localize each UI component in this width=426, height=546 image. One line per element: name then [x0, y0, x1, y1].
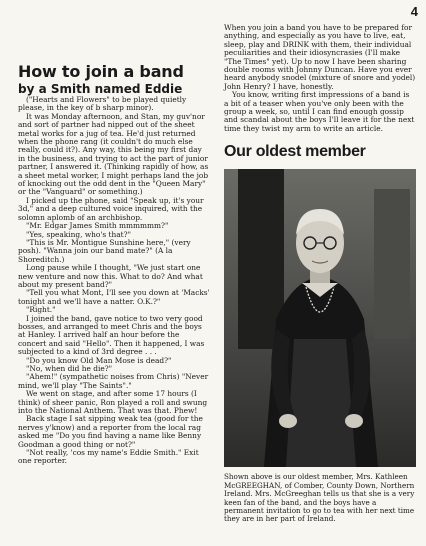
article-paragraph: I joined the band, gave notice to two very good bosses, and arranged to meet Chris and the boys at Hanley. I arrived half an hour before the concert and said "Hello". Then it happened, I was subjected to a kind of 3rd degree . . . [18, 313, 205, 357]
article-paragraph: "No, when did he die?" [26, 364, 113, 373]
article-intro: ("Hearts and Flowers" to be played quietly please, in the key of b sharp minor). [18, 95, 187, 113]
article-paragraph: Long pause while I thought, "We just start one new venture and now this. What to do? And what about my present band?" [18, 263, 203, 289]
portrait-photo [224, 169, 416, 467]
feature-title: Our oldest member [224, 143, 366, 161]
article-paragraph: "This is Mr. Montigue Sunshine here," (very posh). "Wanna join our band mate?" (A la Shoreditch.) [18, 237, 191, 264]
article-paragraph: "Right." [26, 305, 56, 315]
photo-caption [224, 473, 416, 523]
article-left-column [18, 62, 210, 466]
page-number: 4 [410, 4, 418, 19]
caption-text: Shown above is our oldest member, Mrs. Kathleen McGREEGHAN, of Comber, County Down, Northern Ireland. Mrs. McGreeghan tells us that she is a very keen fan of the band, and the boys have a permanent invitation to go to tea with her next time they are in her part of Ireland. [224, 472, 415, 524]
article-paragraph: We went on stage, and after some 17 hours (I think) of sheer panic, Ron played a roll and swung into the National Anthem. That was that. Phew! [18, 389, 208, 416]
article-paragraph: "Yes, speaking, who's that?" [26, 229, 132, 239]
article-title: How to join a band [18, 62, 184, 81]
article-continuation [224, 24, 416, 133]
article-body [18, 96, 210, 466]
continuation-paragraph: You know, writing first impressions of a band is a bit of a teaser when you've only been with the group a week, so, until I can find enough gossip and scandal about the boys I'll leave it for the next time they twist my arm to write an article. [224, 90, 415, 133]
continuation-paragraph: When you join a band you have to be prepared for anything, and especially as you have to live, eat, sleep, play and DRINK with them, their individual peculiarities and their idiosyncrasies (I'll make "The Times" yet). Up to now I have been sharing double rooms with Johnny Duncan. Have you ever heard anybody snodel (mixture of snore and yodel) John Henry? I have, honestly. [224, 23, 416, 91]
article-paragraph: "Do you know Old Man Mose is dead?" [26, 355, 172, 365]
article-paragraph: Back stage I sat sipping weak tea (good for the nerves y'know) and a reporter from the local rag asked me "Do you find having a name like Benny Goodman a good thing or not?" [18, 414, 203, 449]
article-right-column [224, 24, 416, 524]
article-paragraph: "Ahem!" (sympathetic noises from Chris) "Never mind, we'll play "The Saints"." [18, 372, 209, 390]
article-paragraph: "Not really, 'cos my name's Eddie Smith." Exit one reporter. [18, 448, 199, 466]
article-paragraph: "Tell you what Mont, I'll see you down at 'Macks' tonight and we'll have a natter. O.K.?" [18, 288, 210, 306]
article-paragraph: I picked up the phone, said "Speak up, it's your 3d," and a deep cultured voice inquired, with the solomn aplomb of an archbishop. [18, 195, 204, 222]
article-paragraph: "Mr. Edgar James Smith mmmmmm?" [26, 221, 169, 231]
article-paragraph: It was Monday afternoon, and Stan, my guv'nor and sort of partner had nipped out of the sheet metal works for a jug of tea. He'd just returned when the phone rang (it couldn't do much else really, could it?). Any way, this being my first day in the business, and trying to act the part of junior partner, I answered it. (Thinking rapidly of how, as a sheet metal worker, I might perhaps land the job of knocking out the odd dent in the "Queen Mary" or the "Vanguard" or something.) [18, 111, 209, 197]
article-byline: by a Smith named Eddie [18, 82, 183, 96]
